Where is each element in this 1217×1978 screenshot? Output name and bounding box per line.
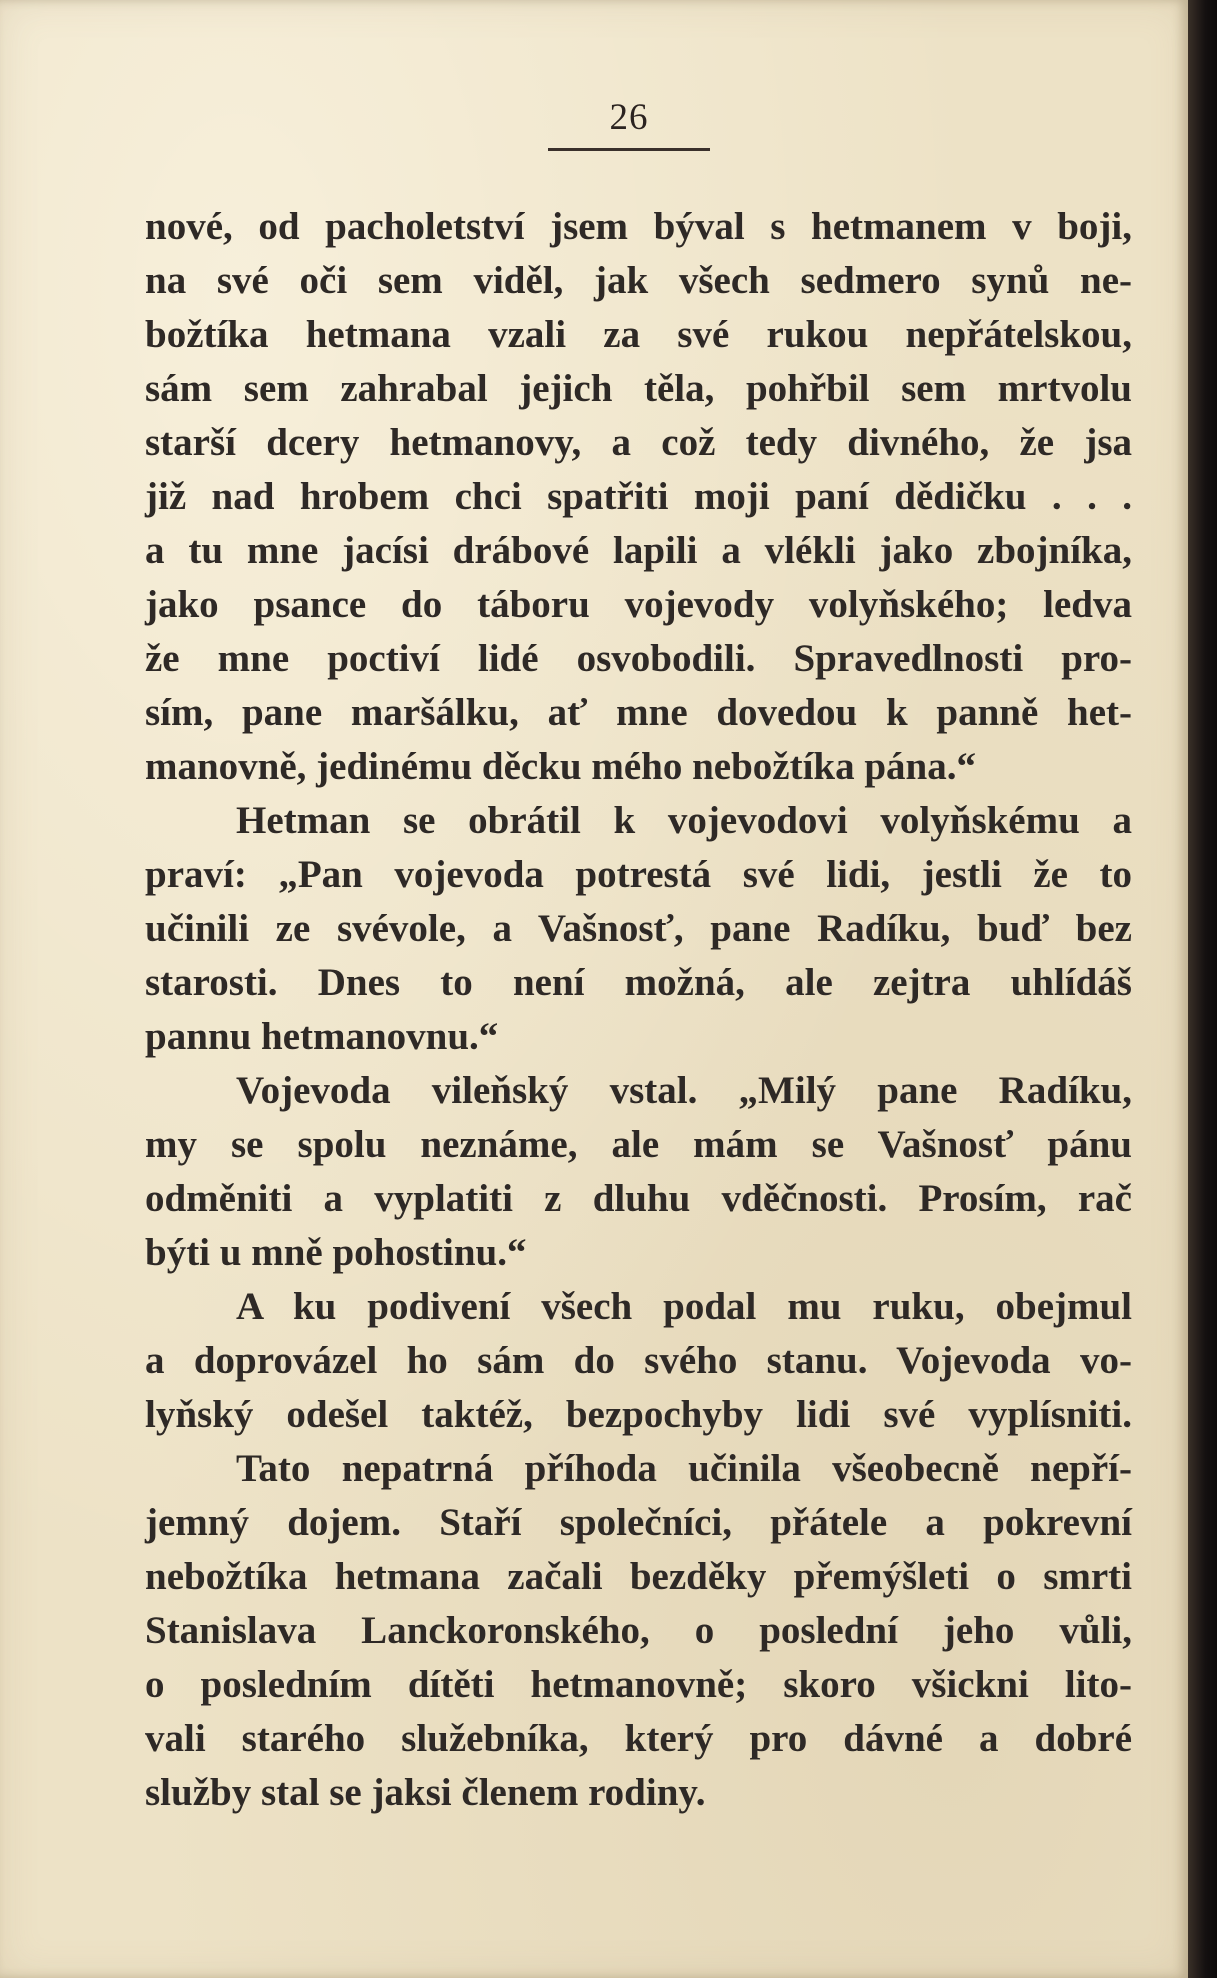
text-line: sám sem zahrabal jejich těla, pohřbil sem mrtvolu <box>145 367 1132 410</box>
text-line: my se spolu neznáme, ale mám se Vašnosť pánu <box>145 1123 1132 1166</box>
text-line: starší dcery hetmanovy, a což tedy divného, že jsa <box>145 421 1132 464</box>
text-line: býti u mně pohostinu.“ <box>145 1231 527 1274</box>
text-line: pannu hetmanovnu.“ <box>145 1015 499 1058</box>
text-line: manovně, jedinému děcku mého nebožtíka pána.“ <box>145 745 976 788</box>
page-edge-shadow <box>1188 0 1217 1978</box>
text-line: jemný dojem. Staří společníci, přátele a pokrevní <box>145 1501 1132 1544</box>
text-line: lyňský odešel taktéž, bezpochyby lidi své vyplísniti. <box>145 1393 1132 1436</box>
page-number: 26 <box>609 97 649 138</box>
text-line: vali starého služebníka, který pro dávné a dobré <box>145 1717 1132 1760</box>
text-line: božtíka hetmana vzali za své rukou nepřátelskou, <box>145 313 1132 356</box>
text-line: Stanislava Lanckoronského, o poslední jeho vůli, <box>145 1609 1132 1652</box>
text-line: nebožtíka hetmana začali bezděky přemýšleti o smrti <box>145 1555 1132 1598</box>
text-line: na své oči sem viděl, jak všech sedmero synů ne- <box>145 259 1132 302</box>
text-line: Tato nepatrná příhoda učinila všeobecně nepří- <box>236 1447 1132 1490</box>
text-line: praví: „Pan vojevoda potrestá své lidi, jestli že to <box>145 853 1132 896</box>
text-line: nové, od pacholetství jsem býval s hetmanem v boji, <box>145 205 1132 248</box>
text-line: starosti. Dnes to není možná, ale zejtra uhlídáš <box>145 961 1132 1004</box>
text-line: A ku podivení všech podal mu ruku, obejmul <box>236 1285 1132 1328</box>
text-line: sím, pane maršálku, ať mne dovedou k panně het- <box>145 691 1132 734</box>
text-line: Hetman se obrátil k vojevodovi volyňskému a <box>236 799 1132 842</box>
text-line: služby stal se jaksi členem rodiny. <box>145 1771 706 1814</box>
text-line: o posledním dítěti hetmanovně; skoro všickni lito- <box>145 1663 1132 1706</box>
text-line: a doprovázel ho sám do svého stanu. Vojevoda vo- <box>145 1339 1132 1382</box>
text-line: jako psance do táboru vojevody volyňského; ledva <box>145 583 1132 626</box>
text-line: odměniti a vyplatiti z dluhu vděčnosti. Prosím, rač <box>145 1177 1132 1220</box>
text-line: Vojevoda vileňský vstal. „Milý pane Radíku, <box>236 1069 1132 1112</box>
text-line: již nad hrobem chci spatřiti moji paní dědičku . . . <box>145 475 1132 518</box>
text-line: učinili ze svévole, a Vašnosť, pane Radíku, buď bez <box>145 907 1132 950</box>
text-line: a tu mne jacísi drábové lapili a vlékli jako zbojníka, <box>145 529 1132 572</box>
text-line: že mne poctiví lidé osvobodili. Spravedlnosti pro- <box>145 637 1132 680</box>
